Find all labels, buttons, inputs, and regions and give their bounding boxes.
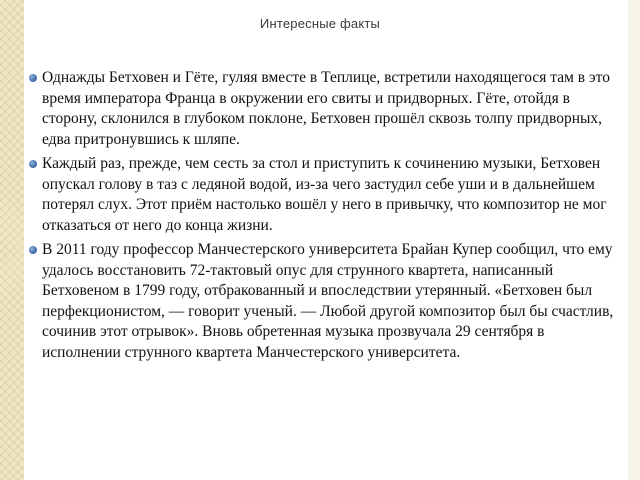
fact-item (30, 240, 620, 363)
fact-item (30, 154, 620, 236)
facts-list (30, 68, 620, 367)
fact-text: Однажды Бетховен и Гёте, гуляя вместе в Теплице, встретили находящегося там в это время императора Франца в окружении его свиты и придворных. Гёте, отойдя в сторону, склонился в глубоком поклоне, Бетховен прошёл сквозь толпу придворных, едва притронувшись к шляпе. (42, 69, 610, 148)
fact-text: Каждый раз, прежде, чем сесть за стол и приступить к сочинению музыки, Бетховен опускал голову в таз с ледяной водой, из-за чего застудил себе уши и в дальнейшем потерял слух. Этот приём настолько вошёл у него в привычку, что композитор не мог отказаться от него до конца жизни. (42, 155, 607, 234)
bullet-icon (29, 246, 37, 254)
slide-title: Интересные факты (259, 16, 381, 31)
fact-item (30, 68, 620, 150)
bullet-icon (29, 74, 37, 82)
bullet-icon (29, 160, 37, 168)
fact-text: В 2011 году профессор Манчестерского университета Брайан Купер сообщил, что ему удалось восстановить 72-тактовый опус для струнного квартета, написанный Бетховеном в 1799 году, отбракованный и впоследствии утерянный. «Бетховен был перфекционистом, — говорит ученый. — Любой другой композитор был бы счастлив, сочинив этот отрывок». Вновь обретенная музыка прозвучала 29 сентября в исполнении струнного квартета Манчестерского университета. (42, 241, 614, 361)
